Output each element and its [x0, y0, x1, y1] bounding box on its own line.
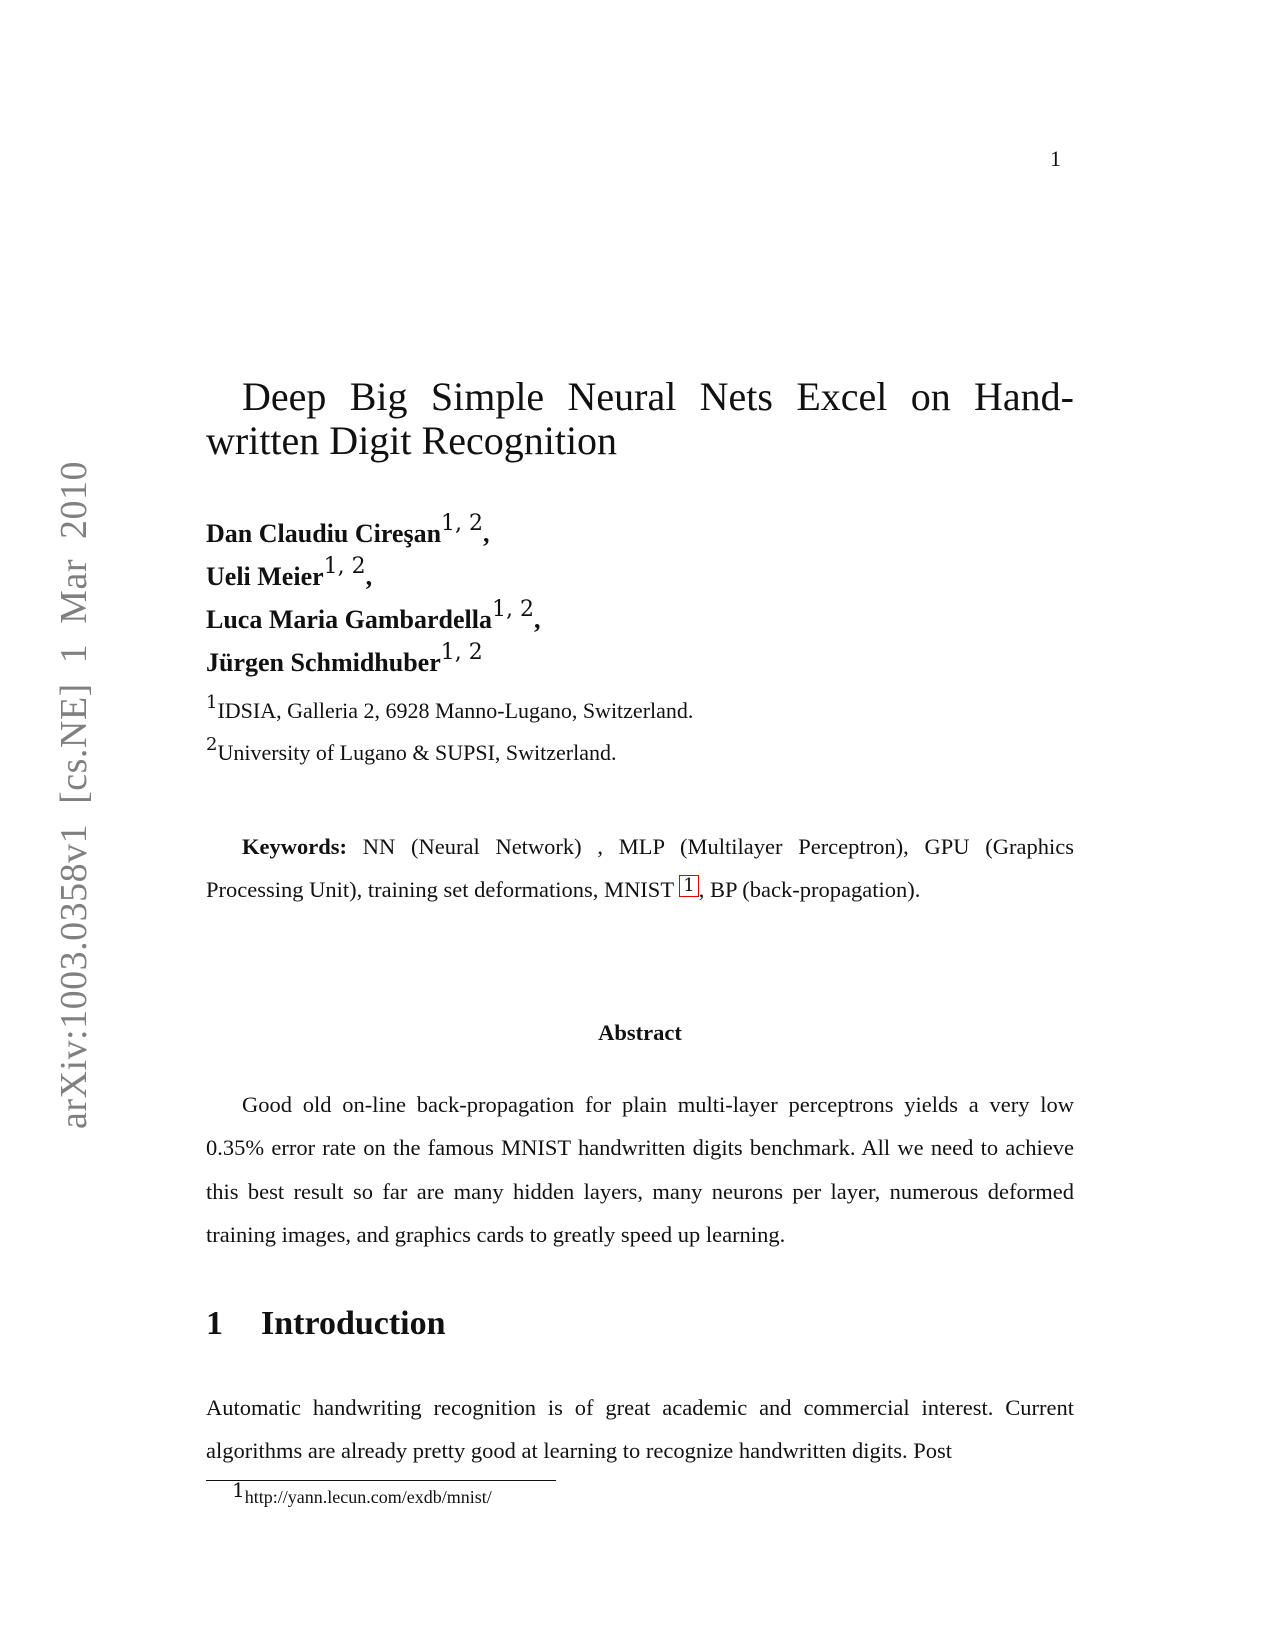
author-name: Dan Claudiu Cireşan: [206, 519, 442, 548]
footnote-link[interactable]: 1: [679, 875, 698, 897]
abstract-heading: Abstract: [598, 1020, 682, 1045]
author-name: Jürgen Schmidhuber: [206, 648, 441, 677]
paper-title: [206, 375, 1074, 463]
author-list: [206, 512, 540, 684]
author-3: [206, 598, 540, 641]
paper-title-line-2: written Digit Recognition: [206, 418, 618, 463]
keywords-label: Keywords:: [242, 834, 347, 859]
author-separator: ,: [483, 519, 490, 548]
affiliation-2: [206, 734, 617, 766]
footnote: [232, 1478, 492, 1508]
footnote-url: http://yann.lecun.com/exdb/mnist/: [244, 1487, 492, 1507]
paper-title-line-1: Deep Big Simple Neural Nets Excel on Hand-: [242, 374, 1074, 419]
keywords-text-after: , BP (back-propagation).: [698, 877, 921, 902]
section-title: Introduction: [261, 1305, 446, 1342]
arxiv-stamp-text: arXiv:1003.0358v1 [cs.NE] 1 Mar 2010: [53, 460, 96, 1130]
author-name: Luca Maria Gambardella: [206, 605, 492, 634]
author-4: [206, 641, 540, 684]
author-affiliation-marks: 1, 2: [441, 511, 484, 536]
section-number: 1: [206, 1305, 223, 1342]
page-number: 1: [1050, 146, 1061, 171]
author-separator: ,: [533, 605, 541, 634]
affiliation-mark: 1: [206, 692, 218, 713]
affiliation-text: IDSIA, Galleria 2, 6928 Manno-Lugano, Switzerland.: [217, 698, 694, 723]
author-affiliation-marks: 1, 2: [491, 597, 534, 622]
keywords-paragraph: [206, 825, 1074, 911]
author-separator: ,: [365, 562, 373, 591]
author-name: Ueli Meier: [206, 562, 324, 591]
footnote-divider: [206, 1480, 556, 1481]
affiliation-1: [206, 692, 694, 724]
introduction-text: Automatic handwriting recognition is of great academic and commercial interest. Current algorithms are already pretty good at learning to recognize handwritten digits. Post: [206, 1395, 1074, 1463]
keywords-text-before: NN (Neural Network) , MLP (Multilayer Perceptron), GPU (Graphics Processing Unit), training set deformations, MNIST: [206, 834, 1074, 902]
author-2: [206, 555, 540, 598]
author-1: [206, 512, 540, 555]
arxiv-stamp: [49, 455, 99, 1135]
abstract-text: Good old on-line back-propagation for plain multi-layer perceptrons yields a very low 0.35% error rate on the famous MNIST handwritten digits benchmark. All we need to achieve this best result so far are many hidden layers, many neurons per layer, numerous deformed training images, and graphics cards to greatly speed up learning.: [206, 1092, 1074, 1247]
author-affiliation-marks: 1, 2: [323, 554, 366, 579]
section-heading: [206, 1305, 446, 1343]
footnote-mark: 1: [232, 1478, 245, 1502]
author-affiliation-marks: 1, 2: [440, 640, 483, 665]
affiliation-text: University of Lugano & SUPSI, Switzerland.: [217, 740, 617, 765]
affiliation-mark: 2: [206, 734, 218, 755]
